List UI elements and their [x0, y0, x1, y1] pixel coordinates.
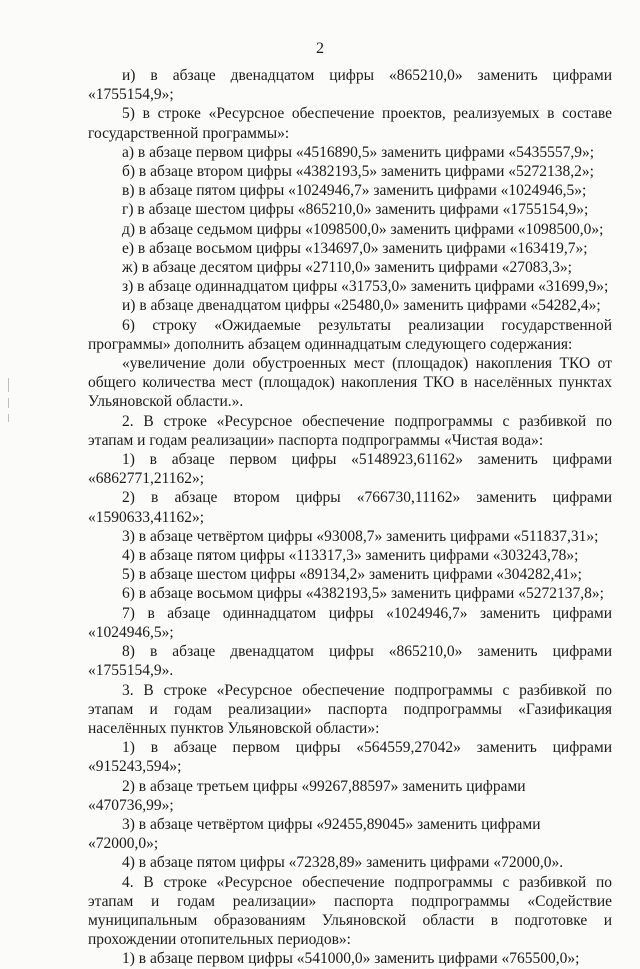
paragraph: 1) в абзаце первом цифры «541000,0» заменить цифрами «765500,0»; — [122, 950, 580, 968]
paragraph: в) в абзаце пятом цифры «1024946,7» заменить цифрами «1024946,5»; — [122, 182, 587, 200]
paragraph: 2) в абзаце третьем цифры «99267,88597» заменить цифрами «470736,99»; — [88, 777, 526, 814]
paragraph: 3. В строке «Ресурсное обеспечение подпрограммы с разбивкой по этапам и годам реализации» паспорта подпрограммы «Газификация населённых пунктов Ульяновской области»: — [88, 681, 612, 737]
paragraph: а) в абзаце первом цифры «4516890,5» заменить цифрами «5435557,9»; — [122, 143, 595, 161]
paragraph: 2) в абзаце втором цифры «766730,11162» заменить цифрами «1590633,41162»; — [88, 489, 612, 526]
paragraph: 2. В строке «Ресурсное обеспечение подпрограммы с разбивкой по этапам и годам реализации» паспорта подпрограммы «Чистая вода»: — [88, 412, 612, 449]
scan-mark — [8, 398, 9, 408]
paragraph: 3) в абзаце четвёртом цифры «92455,89045» заменить цифрами «72000,0»; — [88, 815, 541, 853]
paragraph: 1) в абзаце первом цифры «5148923,61162» заменить цифрами «6862771,21162»; — [88, 451, 612, 488]
scan-mark — [8, 378, 9, 392]
paragraph: г) в абзаце шестом цифры «865210,0» заменить цифрами «1755154,9»; — [122, 201, 589, 219]
paragraph: б) в абзаце втором цифры «4382193,5» заменить цифрами «5272138,2»; — [122, 163, 594, 181]
paragraph: 8) в абзаце двенадцатом цифры «865210,0» заменить цифрами «1755154,9». — [88, 643, 612, 680]
paragraph: и) в абзаце двенадцатом цифры «25480,0» заменить цифрами «54282,4»; — [122, 297, 601, 315]
page-number: 2 — [316, 40, 324, 57]
paragraph: 4. В строке «Ресурсное обеспечение подпрограммы с разбивкой по этапам и годам реализации» паспорта подпрограммы «Содействие муниципальным образованиям Ульяновской области в подготовке и прохождении отопительных периодов»: — [88, 873, 612, 949]
paragraph: 5) в строке «Ресурсное обеспечение проектов, реализуемых в составе государственной программы»: — [88, 105, 612, 142]
paragraph: д) в абзаце седьмом цифры «1098500,0» заменить цифрами «1098500,0»; — [122, 220, 604, 238]
paragraph: ж) в абзаце десятом цифры «27110,0» заменить цифрами «27083,3»; — [122, 259, 572, 277]
paragraph: 6) в абзаце восьмом цифры «4382193,5» заменить цифрами «5272137,8»; — [122, 585, 604, 603]
paragraph: з) в абзаце одиннадцатом цифры «31753,0» заменить цифрами «31699,9»; — [122, 278, 609, 296]
paragraph: «увеличение доли обустроенных мест (площадок) накопления ТКО от общего количества мест (площадок) накопления ТКО в населённых пунктах Ульяновской области.». — [88, 355, 612, 411]
scan-mark — [8, 414, 9, 422]
document-body — [88, 66, 612, 969]
paragraph: 1) в абзаце первом цифры «564559,27042» заменить цифрами «915243,594»; — [88, 739, 612, 776]
paragraph: 5) в абзаце шестом цифры «89134,2» заменить цифрами «304282,41»; — [122, 566, 582, 584]
paragraph: 3) в абзаце четвёртом цифры «93008,7» заменить цифрами «511837,31»; — [122, 527, 599, 545]
paragraph: 7) в абзаце одиннадцатом цифры «1024946,7» заменить цифрами «1024946,5»; — [88, 604, 612, 641]
paragraph: 4) в абзаце пятом цифры «113317,3» заменить цифрами «303243,78»; — [122, 547, 579, 565]
paragraph: е) в абзаце восьмом цифры «134697,0» заменить цифрами «163419,7»; — [122, 239, 588, 257]
paragraph: 4) в абзаце пятом цифры «72328,89» заменить цифрами «72000,0». — [122, 854, 564, 872]
paragraph: и) в абзаце двенадцатом цифры «865210,0» заменить цифрами «1755154,9»; — [88, 67, 612, 104]
paragraph: 6) строку «Ожидаемые результаты реализации государственной программы» дополнить абзацем одиннадцатым следующего содержания: — [88, 316, 612, 353]
